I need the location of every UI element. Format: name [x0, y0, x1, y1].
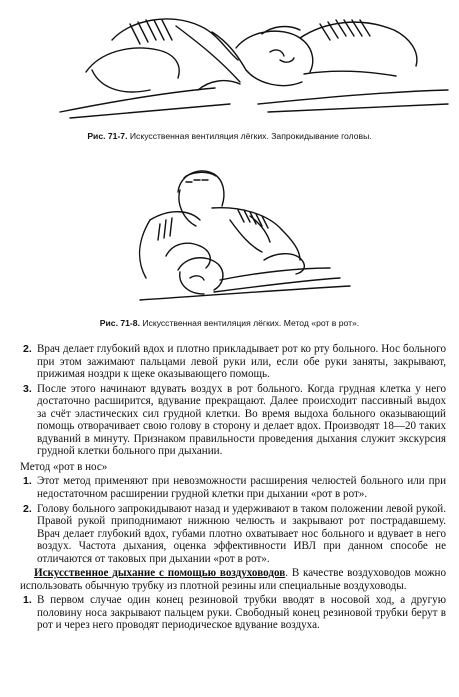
list-item-number: 2.: [23, 502, 32, 515]
airway-paragraph-bold: Искусственное дыхание с помощью воздуховодов: [34, 567, 286, 580]
figure-mouth-to-mouth: [0, 160, 459, 310]
list-item: [20, 503, 446, 566]
figure1-label: Рис. 71-7.: [87, 131, 128, 141]
list-item: [20, 343, 446, 381]
list-item-text: После этого начинают вдувать воздух в рот больного. Когда грудная клетка у него достаточно расширится, вдувание прекращают. Далее происходит пассивный выдох за счёт эластических сил грудной клетки. Во время выдоха больного оказывающий помощь отворачивает свою голову в сторону и делает вдох. Производят 18—20 таких вдуваний в минуту. Признаком правильности проведения дыхания служит экскурсия грудной клетки больного при дыхании.: [37, 382, 446, 458]
list-item-text: В первом случае один конец резиновой трубки вводят в носовой ход, а другую половину носа закрывают пальцем руки. Свободный конец резиновой трубки берут в рот и через него проводят периодическое вдувание воздуха.: [37, 594, 446, 632]
body-text: [20, 343, 446, 634]
list-item-number: 3.: [23, 382, 32, 395]
figure2-caption: [0, 318, 459, 328]
head-tilt-illustration: [0, 0, 459, 128]
list-item-text: Этот метод применяют при невозможности расширения челюстей больного или при недостаточном расширении грудной клетки при дыхании «рот в рот».: [37, 475, 446, 501]
airway-paragraph-rest: . В качестве воздуховодов можно использовать обычную трубку из плотной резины или специальные воздуховоды.: [20, 567, 446, 592]
figure2-text: Искусственная вентиляция лёгких. Метод «рот в рот».: [142, 318, 360, 328]
list-item: [20, 475, 446, 500]
list-item-text: Врач делает глубокий вдох и плотно прикладывает рот ко рту больного. Нос больного при этом зажимают пальцами левой руки или, если обе руки заняты, закрывают, прижимая ноздри к щеке оказывающего помощь.: [37, 343, 446, 381]
list-item: [20, 594, 446, 632]
figure-head-tilt: [0, 0, 459, 128]
list-item-number: 1.: [23, 475, 32, 488]
figure1-caption: [0, 131, 459, 141]
list-item-number: 1.: [23, 594, 32, 607]
airway-paragraph: [20, 567, 446, 592]
list-item-text: Голову больного запрокидывают назад и удерживают в таком положении левой рукой. Правой рукой приподнимают нижнюю челюсть и закрывают рот пострадавшему. Врач делает глубокий вдох, губами плотно охватывает нос больного и вдувает в него воздух. Частота дыхания, оценка эффективности ИВЛ при данном способе не отличаются от таковых при дыхании «рот в рот».: [37, 502, 446, 565]
mouth-to-mouth-illustration: [0, 160, 459, 310]
list-item-number: 2.: [23, 343, 32, 355]
figure1-text: Искусственная вентиляция лёгких. Запрокидывание головы.: [129, 131, 372, 141]
list-item: [20, 383, 446, 458]
method-heading: Метод «рот в нос»: [20, 460, 108, 473]
figure2-label: Рис. 71-8.: [99, 318, 140, 328]
